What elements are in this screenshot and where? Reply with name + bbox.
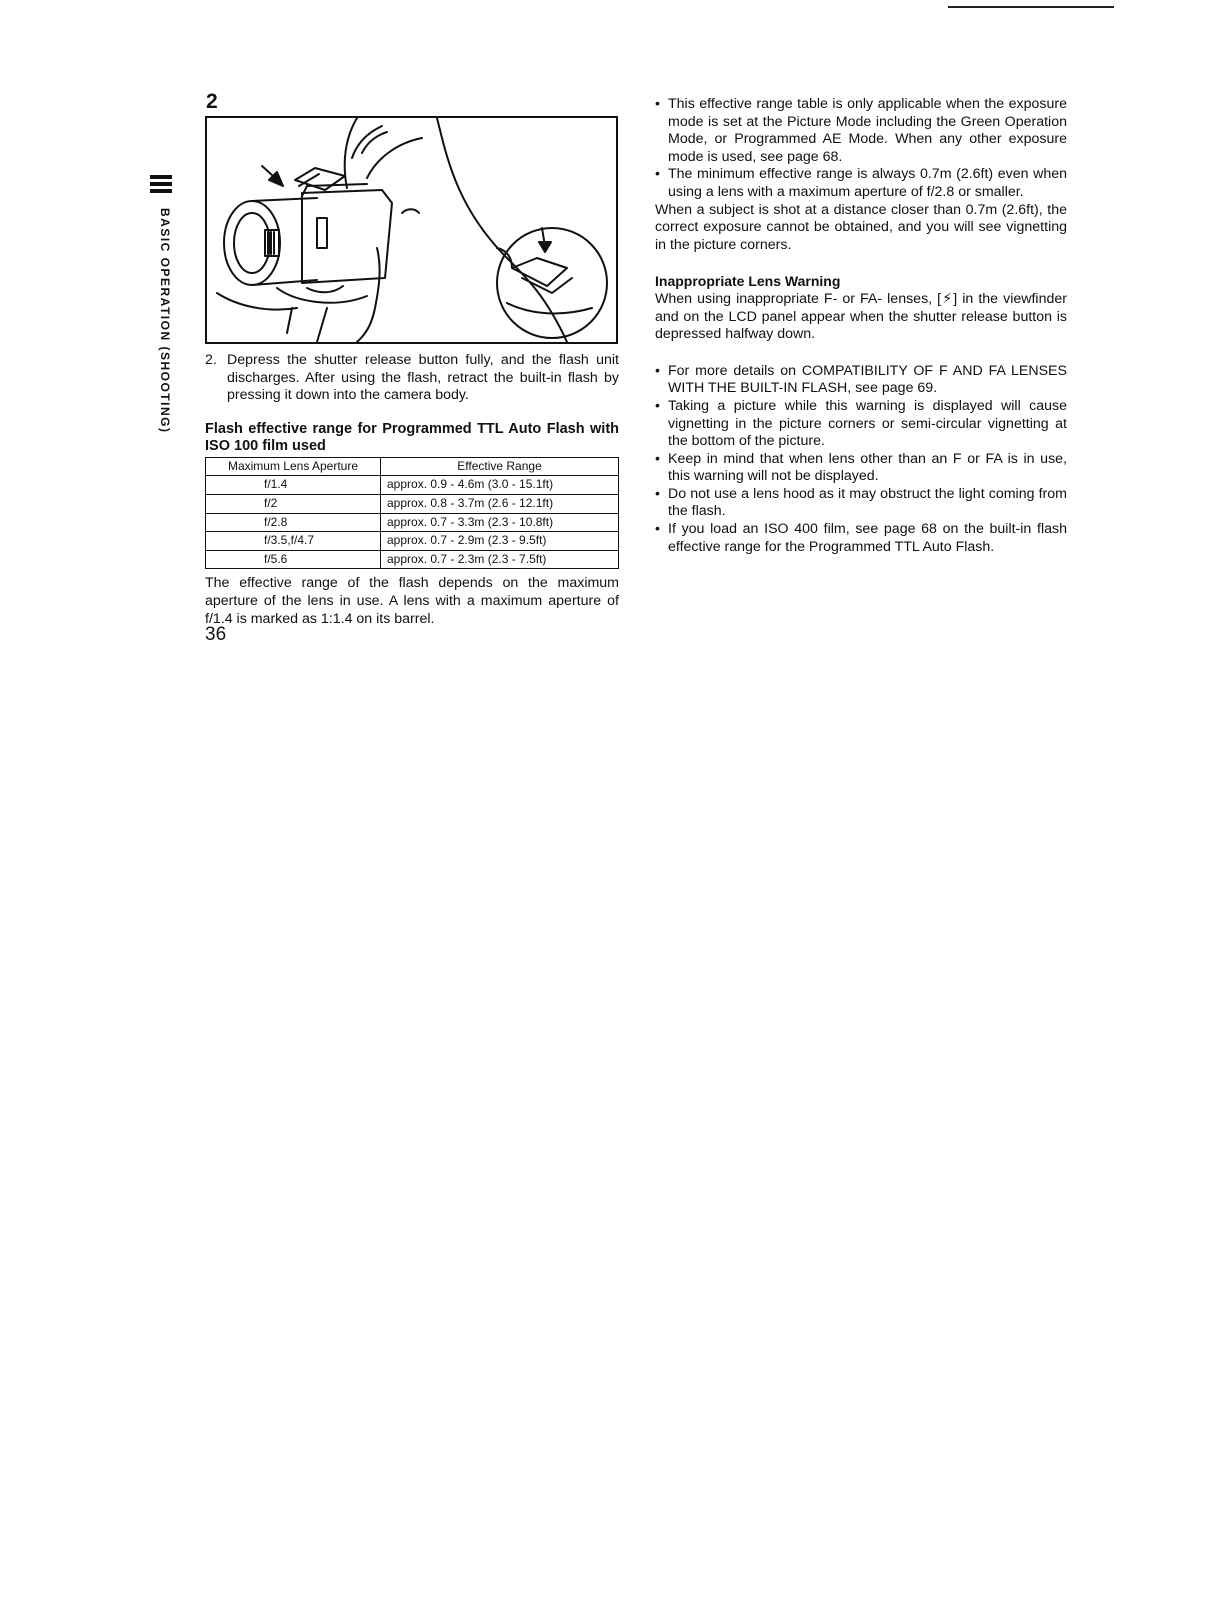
range-cell: approx. 0.7 - 3.3m (2.3 - 10.8ft) [381, 513, 619, 532]
list-item [655, 96, 1067, 166]
warning-heading: Inappropriate Lens Warning [655, 273, 841, 290]
step-number: 2. [205, 352, 217, 368]
figure-number: 2 [206, 90, 218, 113]
table-row [206, 513, 619, 532]
flash-icon: ⚡ [941, 290, 954, 307]
page-number: 36 [205, 624, 227, 645]
bullet-icon: • [655, 521, 660, 538]
top-rule [948, 6, 1114, 8]
camera-illustration [205, 116, 618, 344]
table-row [206, 532, 619, 551]
list-item [655, 363, 1067, 398]
bullet-icon: • [655, 96, 660, 112]
bullet-text: Keep in mind that when lens other than an F or FA is in use, this warning will not be displayed. [668, 450, 1067, 485]
flash-range-table [205, 457, 619, 570]
camera-flash-illustration-icon [207, 118, 616, 342]
bullet-icon: • [655, 166, 660, 183]
range-cell: approx. 0.9 - 4.6m (3.0 - 15.1ft) [381, 476, 619, 495]
chapter-marker-icon [150, 175, 172, 195]
list-item [655, 521, 1067, 556]
bullet-icon: • [655, 397, 660, 414]
bullet-icon: • [655, 362, 660, 379]
range-cell: approx. 0.8 - 3.7m (2.6 - 12.1ft) [381, 494, 619, 513]
side-chapter-label: BASIC OPERATION (SHOOTING) [158, 208, 172, 434]
bullet-text: The minimum effective range is always 0.7m (2.6ft) even when using a lens with a maximum aperture of f/2.8 or smaller. [668, 166, 1067, 200]
table-header-row [206, 457, 619, 476]
bullet-text: Do not use a lens hood as it may obstruct the light coming from the flash. [668, 485, 1067, 520]
bullet-icon: • [655, 450, 660, 467]
aperture-cell: f/2 [206, 494, 381, 513]
aperture-cell: f/5.6 [206, 550, 381, 569]
bullet-text: Taking a picture while this warning is displayed will cause vignetting in the picture corners or semi-circular vignetting at the bottom of the picture. [668, 397, 1067, 450]
bullet-text: This effective range table is only applicable when the exposure mode is set at the Picture Mode including the Green Operation Mode, or Programmed AE Mode. When any other exposure mode is used, see page 68. [668, 96, 1067, 165]
column-header-aperture: Maximum Lens Aperture [206, 457, 381, 476]
step-text: Depress the shutter release button fully, and the flash unit discharges. After using the flash, retract the built-in flash by pressing it down into the camera body. [227, 352, 619, 404]
range-note: The effective range of the flash depends on the maximum aperture of the lens in use. A lens with a maximum aperture of f/1.4 is marked as 1:1.4 on its barrel. [205, 575, 619, 627]
list-item [655, 451, 1067, 486]
bullet-text: If you load an ISO 400 film, see page 68 on the built-in flash effective range for the Programmed TTL Auto Flash. [668, 521, 1067, 555]
close-subject-note: When a subject is shot at a distance closer than 0.7m (2.6ft), the correct exposure cannot be obtained, and you will see vignetting in the picture corners. [655, 201, 1067, 253]
table-row [206, 476, 619, 495]
range-cell: approx. 0.7 - 2.9m (2.3 - 9.5ft) [381, 532, 619, 551]
list-item [655, 486, 1067, 521]
bullet-icon: • [655, 485, 660, 502]
table-heading: Flash effective range for Programmed TTL Auto Flash with ISO 100 film used [205, 420, 619, 454]
range-cell: approx. 0.7 - 2.3m (2.3 - 7.5ft) [381, 550, 619, 569]
table-row [206, 550, 619, 569]
aperture-cell: f/1.4 [206, 476, 381, 495]
aperture-cell: f/2.8 [206, 513, 381, 532]
list-item [655, 166, 1067, 201]
list-item [655, 398, 1067, 451]
step-2 [205, 352, 619, 405]
bullet-text: For more details on COMPATIBILITY OF F AND FA LENSES WITH THE BUILT-IN FLASH, see page 69. [668, 362, 1067, 397]
column-header-range: Effective Range [381, 457, 619, 476]
table-row [206, 494, 619, 513]
aperture-cell: f/3.5,f/4.7 [206, 532, 381, 551]
warning-text-start: When using inappropriate F- or FA- lenses, [ [655, 290, 942, 307]
warning-text [655, 291, 1067, 344]
warning-text-end: ] in the viewfinder and on the LCD panel appear when the shutter release button is depressed halfway down. [655, 290, 1067, 343]
